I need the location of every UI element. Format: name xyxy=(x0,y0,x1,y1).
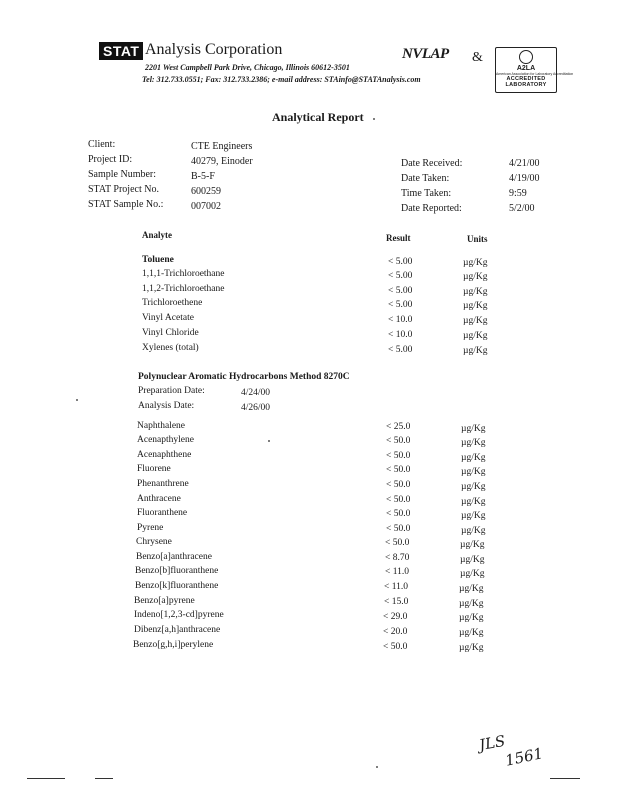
pah-units: µg/Kg xyxy=(460,569,485,579)
pah-analyte: Benzo[k]fluoranthene xyxy=(135,581,219,591)
volatile-units: µg/Kg xyxy=(463,272,488,282)
pah-analyte: Benzo[a]pyrene xyxy=(134,596,195,606)
volatile-analyte: Toluene xyxy=(142,255,174,265)
preparation-date-value: 4/24/00 xyxy=(241,388,271,398)
volatile-analyte: Vinyl Acetate xyxy=(142,313,194,323)
pah-analyte: Benzo[b]fluoranthene xyxy=(135,566,219,576)
pah-result: < 8.70 xyxy=(385,553,410,563)
pah-result: < 50.0 xyxy=(383,642,408,652)
volatile-result: < 10.0 xyxy=(388,330,413,340)
stat-project-value: 600259 xyxy=(191,186,221,197)
pah-units: µg/Kg xyxy=(461,453,486,463)
company-name: Analysis Corporation xyxy=(145,41,283,58)
volatile-result: < 10.0 xyxy=(388,315,413,325)
volatile-result: < 5.00 xyxy=(388,271,413,281)
pah-analyte: Dibenz[a,h]anthracene xyxy=(134,625,221,635)
stat-project-label: STAT Project No. xyxy=(88,184,159,195)
a2la-seal-icon xyxy=(519,50,533,64)
sample-number-label: Sample Number: xyxy=(88,169,157,180)
report-title: Analytical Report xyxy=(272,110,364,124)
pah-analyte: Phenanthrene xyxy=(137,479,189,489)
pah-units: µg/Kg xyxy=(461,511,486,521)
a2la-type: LABORATORY xyxy=(505,82,547,88)
pah-result: < 50.0 xyxy=(386,509,411,519)
scan-speck xyxy=(268,440,270,442)
handwritten-page-number: 1561 xyxy=(503,744,545,770)
pah-analyte: Pyrene xyxy=(137,523,164,533)
handwritten-initials: JLS xyxy=(477,731,507,755)
ampersand: & xyxy=(472,50,483,65)
date-taken-label: Date Taken: xyxy=(401,173,450,184)
scan-artifact-line xyxy=(550,778,580,779)
pah-analyte: Acenapthylene xyxy=(137,435,194,445)
project-id-label: Project ID: xyxy=(88,154,133,165)
pah-result: < 50.0 xyxy=(386,524,411,534)
pah-result: < 11.0 xyxy=(385,567,410,577)
volatile-units: µg/Kg xyxy=(463,258,488,268)
project-id-value: 40279, Einoder xyxy=(191,156,253,167)
pah-units: µg/Kg xyxy=(461,482,486,492)
volatile-result: < 5.00 xyxy=(388,257,413,267)
pah-result: < 50.0 xyxy=(385,538,410,548)
company-contact: Tel: 312.733.0551; Fax: 312.733.2386; e-mail address: STAinfo@STATAnalysis.com xyxy=(142,75,421,84)
pah-units: µg/Kg xyxy=(461,467,486,477)
pah-result: < 50.0 xyxy=(386,495,411,505)
analyte-header: Analyte xyxy=(142,230,172,240)
pah-units: µg/Kg xyxy=(460,540,485,550)
pah-analyte: Fluoranthene xyxy=(137,508,188,518)
pah-analyte: Acenaphthene xyxy=(137,450,192,460)
pah-result: < 20.0 xyxy=(383,627,408,637)
volatile-result: < 5.00 xyxy=(388,345,413,355)
pah-units: µg/Kg xyxy=(459,584,484,594)
volatile-analyte: 1,1,1-Trichloroethane xyxy=(142,269,225,279)
pah-analyte: Benzo[a]anthracene xyxy=(136,552,212,562)
date-reported-value: 5/2/00 xyxy=(509,203,535,214)
client-value: CTE Engineers xyxy=(191,141,253,152)
client-label: Client: xyxy=(88,139,116,150)
pah-result: < 15.0 xyxy=(384,597,409,607)
pah-units: µg/Kg xyxy=(459,628,484,638)
time-taken-value: 9:59 xyxy=(509,188,527,199)
pah-result: < 50.0 xyxy=(386,451,411,461)
stat-logo: STAT xyxy=(99,42,143,60)
pah-units: µg/Kg xyxy=(461,497,486,507)
volatile-analyte: 1,1,2-Trichloroethane xyxy=(142,284,225,294)
volatile-units: µg/Kg xyxy=(463,331,488,341)
scan-speck xyxy=(373,118,375,120)
pah-analyte: Chrysene xyxy=(136,537,172,547)
volatile-analyte: Vinyl Chloride xyxy=(142,328,199,338)
date-reported-label: Date Reported: xyxy=(401,203,462,214)
sample-number-value: B-5-F xyxy=(191,171,215,182)
date-taken-value: 4/19/00 xyxy=(509,173,540,184)
a2la-fine-print: American Association for Laboratory Accreditation xyxy=(496,72,574,76)
pah-analyte: Anthracene xyxy=(137,494,181,504)
company-address: 2201 West Campbell Park Drive, Chicago, Illinois 60612-3501 xyxy=(145,63,350,72)
pah-units: µg/Kg xyxy=(459,643,484,653)
volatile-units: µg/Kg xyxy=(463,301,488,311)
volatile-analyte: Xylenes (total) xyxy=(142,343,199,353)
pah-units: µg/Kg xyxy=(459,613,484,623)
pah-units: µg/Kg xyxy=(461,424,486,434)
preparation-date-label: Preparation Date: xyxy=(138,386,205,396)
units-header: Units xyxy=(467,234,488,244)
pah-analyte: Benzo[g,h,i]perylene xyxy=(133,640,214,650)
nvlap-logo: NVLAP xyxy=(402,46,449,62)
analysis-date-label: Analysis Date: xyxy=(138,401,195,411)
volatile-units: µg/Kg xyxy=(463,346,488,356)
pah-result: < 50.0 xyxy=(386,436,411,446)
pah-analyte: Naphthalene xyxy=(137,421,186,431)
stat-sample-label: STAT Sample No.: xyxy=(88,199,164,210)
pah-units: µg/Kg xyxy=(461,438,486,448)
pah-result: < 50.0 xyxy=(386,480,411,490)
result-header: Result xyxy=(386,233,411,243)
a2la-status: ACCREDITED xyxy=(506,76,546,82)
a2la-org: A2LA xyxy=(516,65,536,72)
pah-units: µg/Kg xyxy=(460,555,485,565)
date-received-value: 4/21/00 xyxy=(509,158,540,169)
pah-result: < 50.0 xyxy=(386,465,411,475)
pah-units: µg/Kg xyxy=(459,599,484,609)
pah-result: < 25.0 xyxy=(386,422,411,432)
pah-section-title: Polynuclear Aromatic Hydrocarbons Method 8270C xyxy=(138,372,350,382)
scan-speck xyxy=(376,766,378,768)
pah-analyte: Indeno[1,2,3-cd]pyrene xyxy=(134,610,224,620)
analysis-date-value: 4/26/00 xyxy=(241,403,271,413)
pah-result: < 11.0 xyxy=(384,582,409,592)
volatile-units: µg/Kg xyxy=(463,316,488,326)
stat-sample-value: 007002 xyxy=(191,201,221,212)
time-taken-label: Time Taken: xyxy=(401,188,452,199)
volatile-result: < 5.00 xyxy=(388,300,413,310)
scan-artifact-line xyxy=(95,778,113,779)
scan-speck xyxy=(76,399,78,401)
pah-result: < 29.0 xyxy=(383,612,408,622)
pah-analyte: Fluorene xyxy=(137,464,171,474)
volatile-result: < 5.00 xyxy=(388,286,413,296)
pah-units: µg/Kg xyxy=(461,526,486,536)
volatile-units: µg/Kg xyxy=(463,287,488,297)
scan-artifact-line xyxy=(27,778,65,779)
date-received-label: Date Received: xyxy=(401,158,463,169)
a2la-accreditation-badge xyxy=(495,47,574,93)
volatile-analyte: Trichloroethene xyxy=(142,298,203,308)
